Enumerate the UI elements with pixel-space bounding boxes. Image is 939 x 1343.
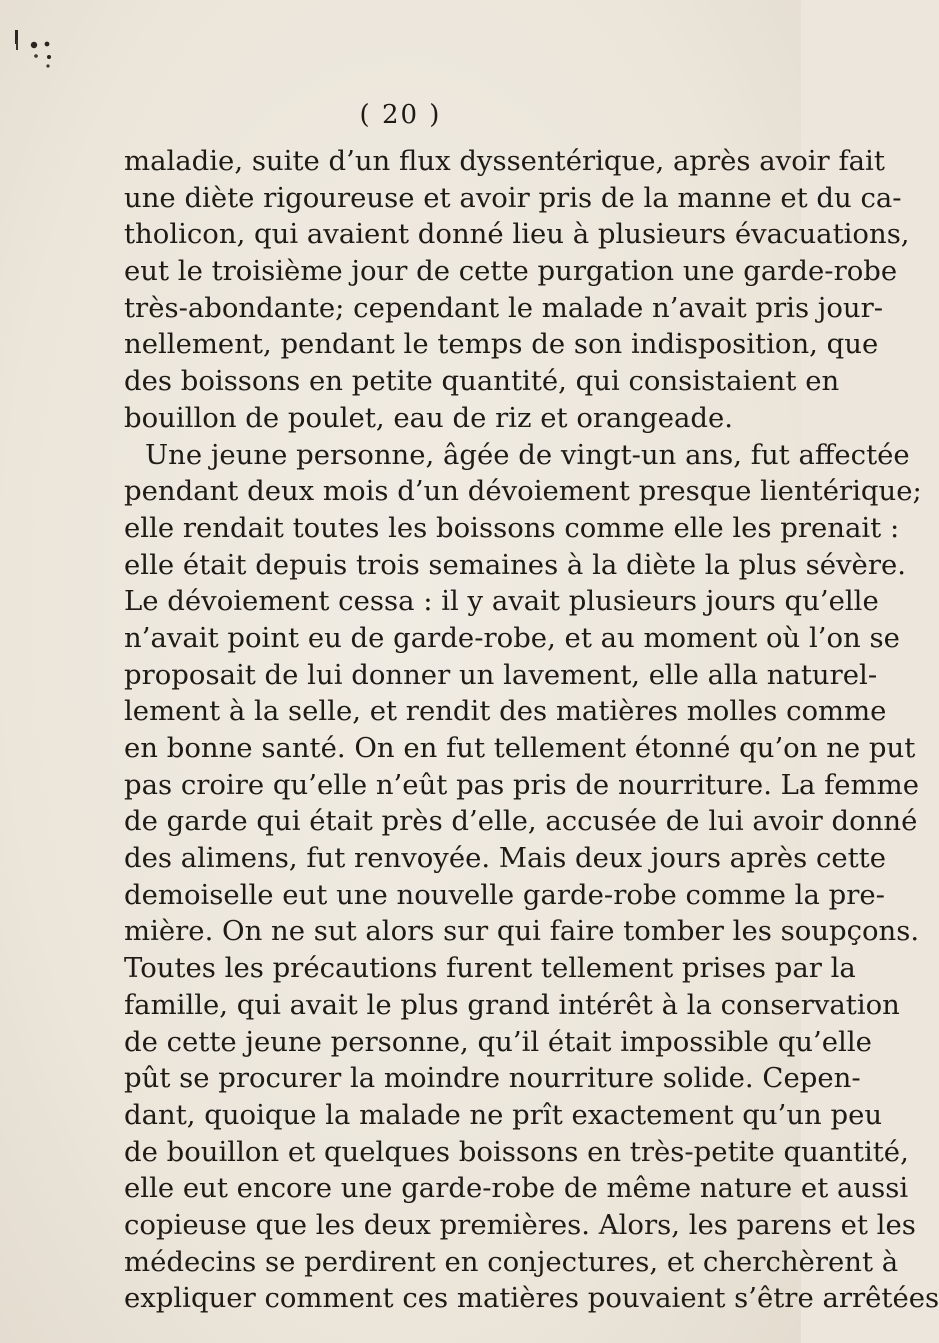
- text-line: tholicon, qui avaient donné lieu à plusieurs évacuations,: [124, 218, 910, 251]
- text-line: n’avait point eu de garde-robe, et au moment où l’on se: [124, 621, 900, 654]
- text-line: pendant deux mois d’un dévoiement presque lientérique;: [124, 475, 922, 508]
- text-line: médecins se perdirent en conjectures, et cherchèrent à: [124, 1245, 899, 1278]
- text-line: des alimens, fut renvoyée. Mais deux jours après cette: [124, 842, 887, 875]
- text-line: copieuse que les deux premières. Alors, les parens et les: [124, 1208, 916, 1241]
- text-line: elle était depuis trois semaines à la diète la plus sévère.: [124, 548, 906, 581]
- text-line: Le dévoiement cessa : il y avait plusieurs jours qu’elle: [124, 585, 879, 618]
- text-line: demoiselle eut une nouvelle garde-robe comme la pre-: [124, 878, 885, 911]
- text-line: Une jeune personne, âgée de vingt-un ans, fut affectée: [145, 438, 910, 471]
- text-line: mière. On ne sut alors sur qui faire tomber les soupçons.: [124, 915, 920, 948]
- text-line: des boissons en petite quantité, qui consistaient en: [124, 365, 840, 398]
- text-line: une diète rigoureuse et avoir pris de la manne et du ca-: [124, 181, 902, 214]
- page-number: ( 20 ): [359, 100, 442, 130]
- text-line: de cette jeune personne, qu’il était impossible qu’elle: [124, 1025, 872, 1058]
- text-line: expliquer comment ces matières pouvaient s’être arrêtées: [124, 1282, 939, 1315]
- text-line: pût se procurer la moindre nourriture solide. Cepen-: [124, 1062, 861, 1095]
- text-line: pas croire qu’elle n’eût pas pris de nourriture. La femme: [124, 768, 919, 801]
- text-line: famille, qui avait le plus grand intérêt à la conservation: [124, 988, 900, 1021]
- text-line: maladie, suite d’un flux dyssentérique, après avoir fait: [124, 145, 885, 177]
- text-line: elle rendait toutes les boissons comme elle les prenait :: [124, 511, 900, 544]
- text-line: de bouillon et quelques boissons en très-petite quantité,: [124, 1135, 909, 1168]
- text-line: bouillon de poulet, eau de riz et orangeade.: [124, 401, 734, 434]
- text-line: dant, quoique la malade ne prît exactement qu’un peu: [124, 1098, 883, 1131]
- text-line: lement à la selle, et rendit des matières molles comme: [124, 695, 887, 728]
- text-line: proposait de lui donner un lavement, elle alla naturel-: [124, 658, 878, 691]
- text-line: elle eut encore une garde-robe de même nature et aussi: [124, 1172, 909, 1205]
- ink-specks: [4, 10, 94, 100]
- text-line: en bonne santé. On en fut tellement étonné qu’on ne put: [124, 732, 916, 764]
- text-line: nellement, pendant le temps de son indisposition, que: [124, 328, 879, 361]
- text-line: Toutes les précautions furent tellement prises par la: [124, 952, 856, 985]
- text-line: de garde qui était près d’elle, accusée de lui avoir donné: [124, 805, 918, 838]
- body-text: [124, 143, 939, 1317]
- text-line: eut le troisième jour de cette purgation une garde-robe: [124, 255, 898, 288]
- text-line: très-abondante; cependant le malade n’avait pris jour-: [124, 291, 884, 324]
